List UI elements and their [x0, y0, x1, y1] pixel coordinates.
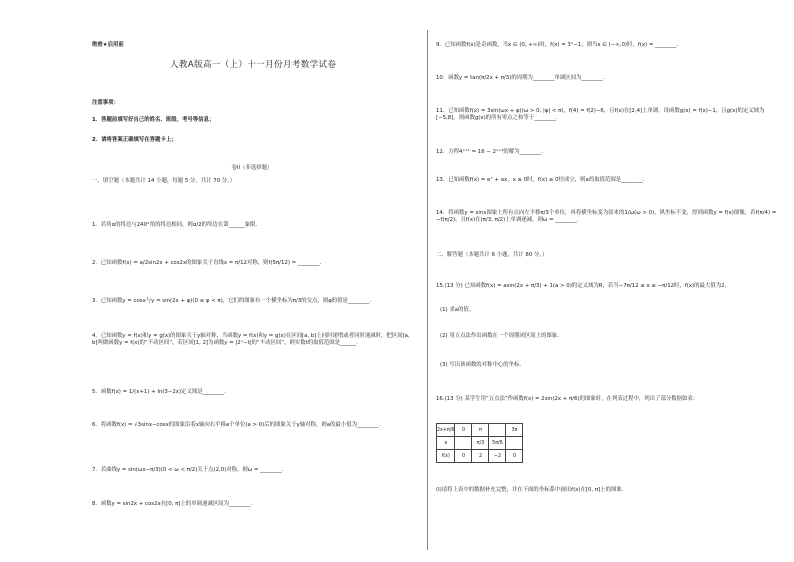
- question-16: 16.(13 分) 某学生用“五点法”作函数f(x) = 2sin(2x + π/6)的图象时，在列表过程中，列出了部分数据如表：: [436, 396, 699, 402]
- question-11: 11．已知函数f(x) = 3sin(ωx + φ)(ω > 0, |φ| < π)，f(4) = f(2)−6，且f(x)在[2,4]上单调．设函数g(x) = f(x)−1，且g(x)的定义域为[−5,8]，则函数g(x)的所有零点之和等于________．: [436, 108, 765, 121]
- question-10: 10．函数y = tan(π/2x + π/3)的周期为________单调区间为________．: [436, 75, 609, 81]
- value-table: [436, 423, 523, 463]
- table-cell: 0: [506, 450, 523, 463]
- question-15: 15.(13 分) 已知函数f(x) = asin(2x + π/3) + 1(a > 0)的定义域为R，若当−7π/12 ≤ x ≤ −π/12时，f(x)的最大值为2，: [436, 283, 730, 289]
- table-cell: −2: [489, 450, 506, 463]
- note-1: 1．答题前填写好自己的姓名、班级、考号等信息；: [92, 117, 215, 123]
- column-divider: [427, 30, 428, 550]
- secret-mark: 绝密★启用前: [92, 42, 124, 48]
- question-6: 6．将函数f(x) = √3sinx−cosx的图象沿着x轴向右平移a个单位(a > 0)后的图象关于y轴对称，则a的最小值为________．: [92, 422, 384, 428]
- question-3: 3．已知函数y = cosx与y = sin(2x + φ)(0 ≤ φ < π)，它们的图象有一个横坐标为π/3的交点，则φ的值是________．: [92, 298, 375, 304]
- section1-heading: 一、填空题（本题共计 14 小题，每题 5 分，共计 70 分，）: [92, 178, 236, 184]
- table-cell: 2: [472, 450, 489, 463]
- question-9: 9．已知函数f(x)是奇函数，当x ∈ (0, +∞)时，f(x) = 3ˣ−1；则当x ∈ (−∞,0)时，f(x) = ________．: [436, 42, 683, 48]
- question-13: 13．已知函数f(x) = eˣ + ax，x ≥ 0时，f(x) ≥ 0恒成立，则a的取值范围是________．: [436, 177, 649, 183]
- section2-heading: 二、解答题（本题共计 6 小题，共计 80 分，）: [436, 252, 548, 258]
- note-2: 2．请将答案正确填写在答题卡上；: [92, 137, 177, 143]
- question-5: 5．函数f(x) = 1/(x+1) + ln(3−2x)定义域是________．: [92, 389, 230, 395]
- question-15-part-3: (3) 写出该函数的对称中心的坐标．: [440, 362, 525, 368]
- notes-heading: 注意事项：: [92, 100, 119, 106]
- table-cell: f(x): [437, 450, 455, 463]
- question-15-part-2: (2) 用五点法作出函数在一个周期闭区间上的图象．: [440, 333, 563, 339]
- question-16-part-1: (I)请将上表中的数据补充完整，并在下面的坐标系中画出f(x)在[0, π]上的图象．: [436, 487, 628, 493]
- table-cell: [455, 437, 472, 450]
- table-cell: [506, 437, 523, 450]
- table-cell: 0: [455, 450, 472, 463]
- table-cell: 3π: [506, 424, 523, 437]
- table-cell: 0: [455, 424, 472, 437]
- question-4: 4．已知函数y = f(x)和y = g(x)的图象关于y轴对称，当函数y = f(x)和y = g(x)在区间[a, b]上同时递增或者同时递减时，把区间[a, b]叫做函数y = f(x)的“不动区间”，若区间[1, 2]为函数y = |2ˣ−t|的“不动区间”，则实数t的取值范围是______．: [92, 333, 410, 346]
- question-7: 7．若曲线y = sin(ωx−π/3)(0 < ω < π/2)关于点(2,0)对称，则ω = ________．: [92, 467, 288, 473]
- right-column: [436, 0, 786, 562]
- table-cell: 2x+π/6: [437, 424, 455, 437]
- volume-label: 卷II（非选择题）: [231, 165, 273, 171]
- question-1: 1．若角α的终边与240°角的终边相同，则α/2的终边在第______象限．: [92, 222, 261, 228]
- question-2: 2．已知函数f(x) = a/2sin2x + cos2x的图象关于直线x = π/12对称，则f(5π/12) = ________．: [92, 260, 325, 266]
- table-cell: π/3: [472, 437, 489, 450]
- question-12: 12．方程4ˣ⁺¹ = 16 − 2ˣ⁺³的解为________．: [436, 149, 547, 155]
- table-cell: x: [437, 437, 455, 450]
- exam-title: 人教A版高一（上）十一月份月考数学试卷: [170, 60, 337, 70]
- table-cell: 5π/6: [489, 437, 506, 450]
- table-row: [437, 424, 523, 437]
- left-column: [92, 0, 412, 562]
- table-row: [437, 437, 523, 450]
- question-14: 14．将函数y = sinx图象上所有点向左平移π/3个单位，再将横坐标变为原来的1/ω(ω > 0)，纵坐标不变，得到函数y = f(x)图像，若f(π/4) = −f(π/2)，且f(x)在(π/3, π/2)上单调递减，则ω = ________．: [436, 210, 777, 223]
- table-cell: π: [472, 424, 489, 437]
- question-15-part-1: (1) 求a的值；: [440, 307, 475, 313]
- table-row: [437, 450, 523, 463]
- table-cell: [489, 424, 506, 437]
- question-8: 8．函数y = sin2x + cos2x在[0, π]上的单调递减区间为________．: [92, 501, 256, 507]
